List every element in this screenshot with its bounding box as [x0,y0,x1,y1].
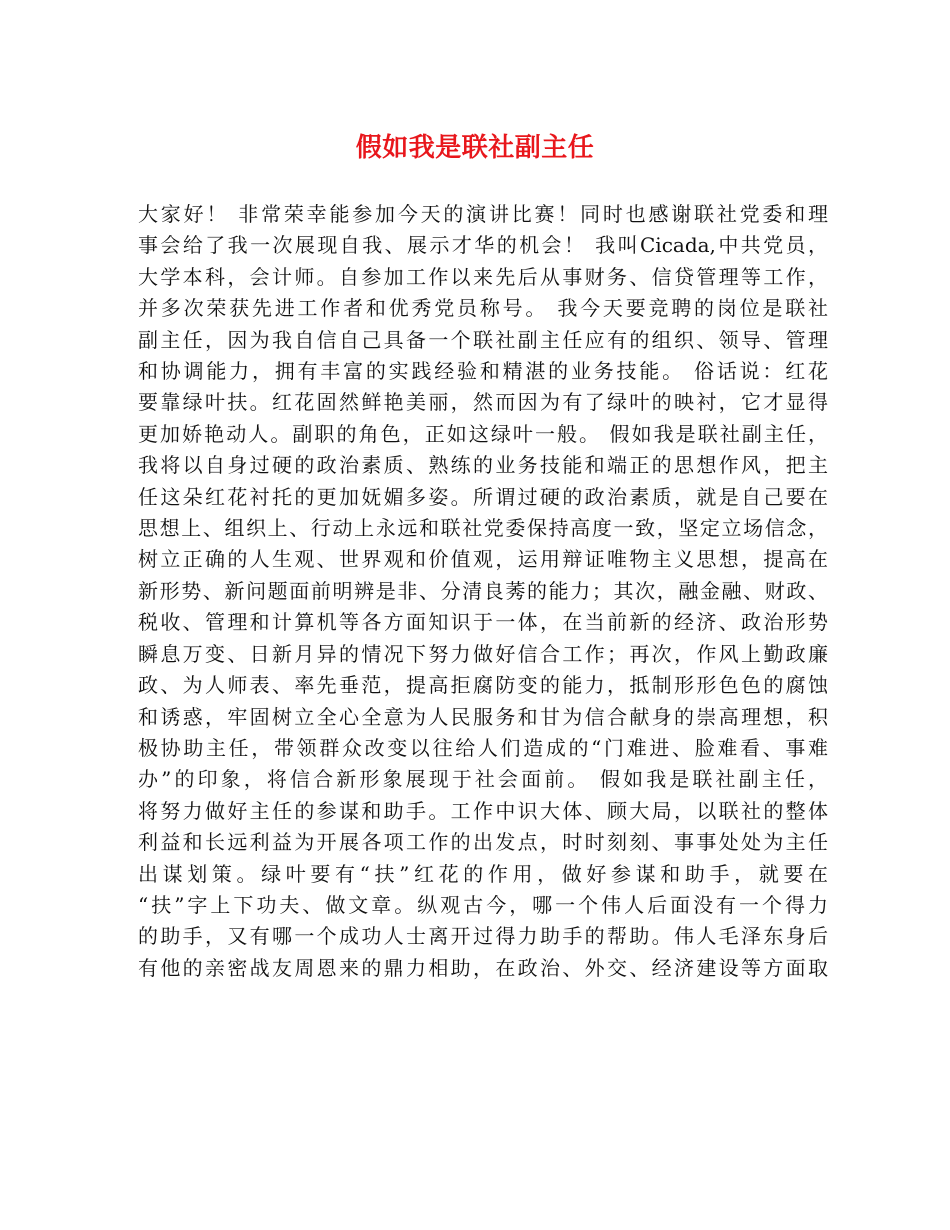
body-line: 要靠绿叶扶。红花固然鲜艳美丽，然而因为有了绿叶的映衬，它才显得 [138,390,828,415]
body-line: 大家好！ 非常荣幸能参加今天的演讲比赛！同时也感谢联社党委和理 [138,202,828,226]
body-line: 事会给了我一次展现自我、展示才华的机会！ 我叫Cicada,中共党员， [138,233,828,258]
body-line: 的助手，又有哪一个成功人士离开过得力助手的帮助。伟人毛泽东身后 [138,924,828,949]
body-line: 将努力做好主任的参谋和助手。工作中识大体、顾大局，以联社的整体 [138,798,828,823]
body-line: 出谋划策。绿叶要有“扶”红花的作用，做好参谋和助手，就要在 [138,861,828,886]
body-line: 树立正确的人生观、世界观和价值观，运用辩证唯物主义思想，提高在 [138,547,828,572]
body-line: 极协助主任，带领群众改变以往给人们造成的“门难进、脸难看、事难 [138,735,828,760]
body-line: 大学本科，会计师。自参加工作以来先后从事财务、信贷管理等工作， [138,264,828,289]
body-line: 并多次荣获先进工作者和优秀党员称号。 我今天要竞聘的岗位是联社 [138,296,828,321]
body-line: 有他的亲密战友周恩来的鼎力相助，在政治、外交、经济建设等方面取 [138,955,828,980]
body-line: “扶”字上下功夫、做文章。纵观古今，哪一个伟人后面没有一个得力 [138,892,828,917]
body-line: 思想上、组织上、行动上永远和联社党委保持高度一致，坚定立场信念， [138,516,828,541]
body-line: 和协调能力，拥有丰富的实践经验和精湛的业务技能。 俗话说：红花 [138,359,828,384]
body-line: 瞬息万变、日新月异的情况下努力做好信合工作；再次，作风上勤政廉 [138,641,828,666]
body-line: 副主任，因为我自信自己具备一个联社副主任应有的组织、领导、管理 [138,327,828,352]
body-line: 更加娇艳动人。副职的角色，正如这绿叶一般。 假如我是联社副主任， [138,421,828,446]
body-line: 税收、管理和计算机等各方面知识于一体，在当前新的经济、政治形势 [138,610,828,635]
body-line: 任这朵红花衬托的更加妩媚多姿。所谓过硬的政治素质，就是自己要在 [138,484,828,509]
body-line: 利益和长远利益为开展各项工作的出发点，时时刻刻、事事处处为主任 [138,830,828,855]
body-line: 政、为人师表、率先垂范，提高拒腐防变的能力，抵制形形色色的腐蚀 [138,673,828,698]
body-line: 和诱惑，牢固树立全心全意为人民服务和甘为信合献身的崇高理想，积 [138,704,828,729]
body-line: 新形势、新问题面前明辨是非、分清良莠的能力；其次，融金融、财政、 [138,578,828,603]
body-line: 办”的印象，将信合新形象展现于社会面前。 假如我是联社副主任， [138,767,828,792]
document-body [138,199,828,984]
body-line: 我将以自身过硬的政治素质、熟练的业务技能和端正的思想作风，把主 [138,453,828,478]
document-title: 假如我是联社副主任 [355,133,595,163]
